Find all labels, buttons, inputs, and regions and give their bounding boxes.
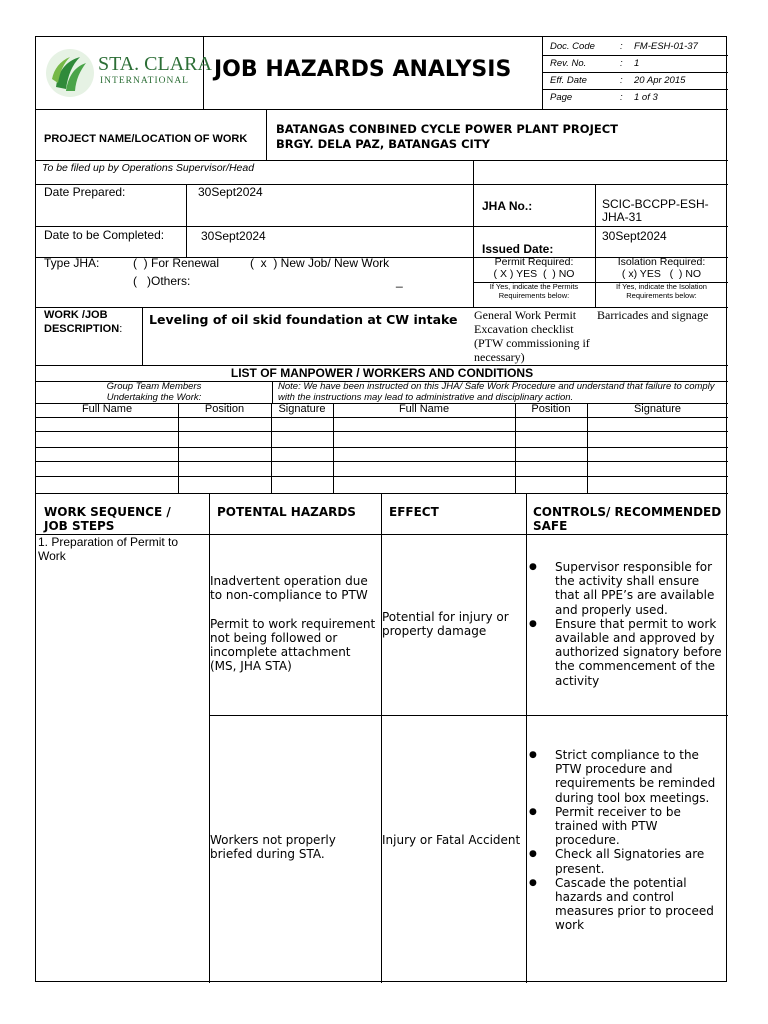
- doc-code-label: Doc. Code: [550, 41, 595, 52]
- header-effect: EFFECT: [389, 505, 439, 519]
- header-controls: CONTROLS/ RECOMMENDED SAFE: [533, 505, 722, 533]
- logo-name: STA. CLARA: [98, 53, 212, 75]
- company-logo: [44, 47, 212, 99]
- control-1-1: ● Supervisor responsible for the activity shall ensure that all PPE’s are available and properly used.: [527, 560, 725, 617]
- filed-note: To be filed up by Operations Supervisor/Head: [42, 162, 255, 174]
- page-sep: :: [620, 92, 623, 103]
- controls-list-2: [527, 748, 725, 933]
- permit-required-options[interactable]: ( X ) YES ( ) NO: [493, 268, 575, 280]
- doc-code-sep: :: [620, 41, 623, 52]
- effect-1: Potential for injury or property damage: [382, 610, 509, 638]
- hazard-1b: Permit to work requirement not being followed or incomplete attachment (MS, JHA STA): [210, 617, 376, 673]
- date-prepared-label: Date Prepared:: [44, 185, 126, 199]
- document-frame: [35, 36, 727, 982]
- eff-date-label: Eff. Date: [550, 75, 587, 86]
- type-jha-label: Type JHA:: [44, 256, 100, 270]
- work-label-line1: WORK /JOB: [44, 309, 108, 321]
- col-full-name-1: Full Name: [81, 403, 133, 415]
- isolation-note: If Yes, indicate the Isolation Requirements below:: [616, 282, 707, 300]
- rev-no-label: Rev. No.: [550, 58, 587, 69]
- control-2-2: ● Permit receiver to be trained with PTW procedure.: [527, 805, 725, 848]
- work-label-line2: DESCRIPTION: [44, 323, 120, 335]
- type-new-job-checkbox[interactable]: ( x ) New Job/ New Work: [250, 256, 390, 270]
- group-team-label: Group Team Members Undertaking the Work:: [106, 381, 202, 403]
- rev-no-sep: :: [620, 58, 623, 69]
- work-description: Leveling of oil skid foundation at CW intake: [149, 312, 458, 327]
- permit-note: If Yes, indicate the Permits Requirements below:: [489, 282, 579, 300]
- permit-required-label: Permit Required:: [494, 256, 574, 268]
- header-potential-hazards: POTENTAL HAZARDS: [217, 505, 356, 519]
- control-1-2: ● Ensure that permit to work available and approved by authorized signatory before the commencement of the activity: [527, 617, 725, 688]
- control-2-1: ● Strict compliance to the PTW procedure and requirements be reminded during tool box meetings.: [527, 748, 725, 805]
- control-2-4: ● Cascade the potential hazards and control measures prior to proceed work: [527, 876, 725, 933]
- header-work-sequence: WORK SEQUENCE / JOB STEPS: [44, 505, 171, 533]
- date-completed-label: Date to be Completed:: [44, 228, 165, 242]
- col-signature-1: Signature: [278, 403, 326, 415]
- doc-code-value: FM-ESH-01-37: [634, 41, 698, 52]
- swirl-logo-icon: [44, 47, 96, 99]
- type-others-blank: _: [396, 274, 403, 288]
- col-position-1: Position: [204, 403, 245, 415]
- isolation-requirements: Barricades and signage: [597, 308, 709, 322]
- page-title: JOB HAZARDS ANALYSIS: [214, 57, 512, 82]
- logo-subtitle: INTERNATIONAL: [100, 76, 189, 86]
- manpower-title: LIST OF MANPOWER / WORKERS AND CONDITIONS: [230, 366, 534, 380]
- jha-no-value: SCIC-BCCPP-ESH-JHA-31: [602, 197, 709, 224]
- isolation-required-label: Isolation Required:: [617, 256, 706, 268]
- manpower-note: Note: We have been instructed on this JHA/ Safe Work Procedure and understand that failure to comply with the instructions may lead to administrative and disciplinary action.: [278, 381, 715, 403]
- effect-2: Injury or Fatal Accident: [382, 833, 521, 847]
- rev-no-value: 1: [634, 58, 640, 69]
- permit-requirements: General Work Permit Excavation checklist (PTW commissioning if necessary): [474, 308, 590, 364]
- page-value: 1 of 3: [634, 92, 658, 103]
- hazard-2: Workers not properly briefed during STA.: [210, 833, 336, 861]
- work-description-label: [44, 308, 122, 336]
- type-renewal-checkbox[interactable]: ( ) For Renewal: [133, 256, 220, 270]
- project-location: BRGY. DELA PAZ, BATANGAS CITY: [276, 137, 490, 151]
- eff-date-sep: :: [620, 75, 623, 86]
- col-position-2: Position: [531, 403, 571, 415]
- issued-date-label: Issued Date:: [482, 242, 554, 256]
- controls-list-1: [527, 560, 725, 688]
- isolation-required-options[interactable]: ( x) YES ( ) NO: [621, 268, 702, 280]
- hazard-1a: Inadvertent operation due to non-compliance to PTW: [210, 574, 368, 602]
- project-label: PROJECT NAME/LOCATION OF WORK: [44, 133, 248, 145]
- type-others-checkbox[interactable]: ( )Others:: [133, 274, 191, 288]
- control-2-3: ● Check all Signatories are present.: [527, 847, 725, 875]
- col-full-name-2: Full Name: [398, 403, 450, 415]
- eff-date-value: 20 Apr 2015: [634, 75, 686, 86]
- project-name: BATANGAS CONBINED CYCLE POWER PLANT PROJECT: [276, 122, 618, 136]
- page-label: Page: [550, 92, 573, 103]
- work-label-colon: :: [119, 323, 123, 335]
- jha-no-label: JHA No.:: [482, 199, 533, 213]
- step-1-label: 1. Preparation of Permit to Work: [38, 535, 179, 563]
- date-completed-value: 30Sept2024: [201, 229, 266, 243]
- col-signature-2: Signature: [633, 403, 682, 415]
- date-prepared-value: 30Sept2024: [198, 185, 263, 199]
- issued-date-value: 30Sept2024: [602, 229, 667, 243]
